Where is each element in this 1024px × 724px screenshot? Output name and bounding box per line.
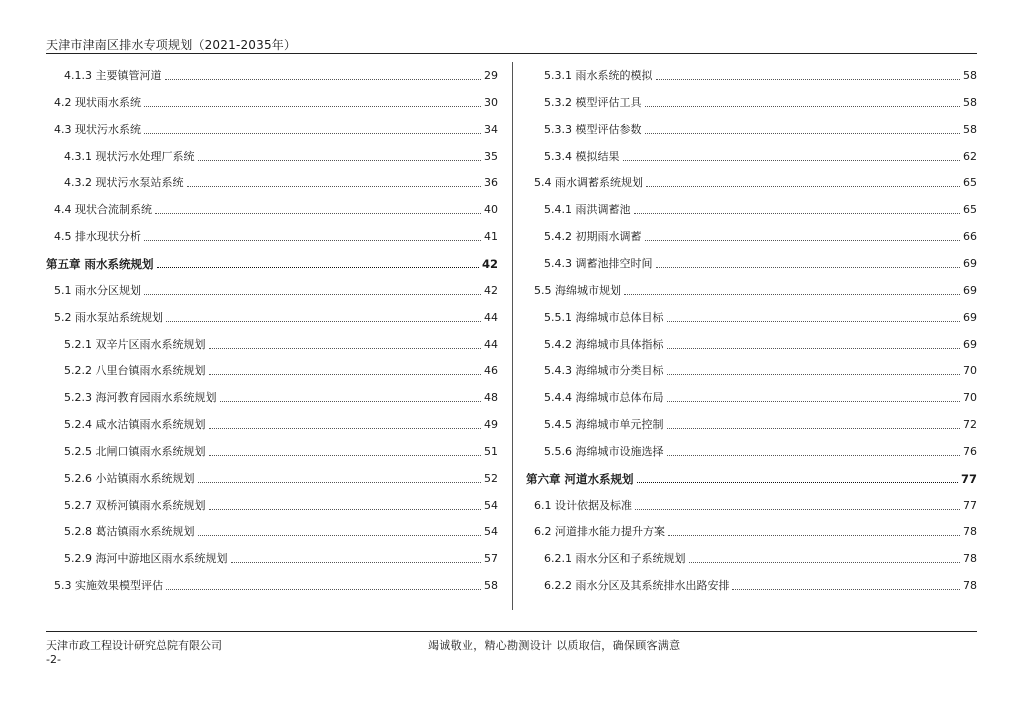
toc-entry[interactable] (46, 389, 498, 405)
toc-entry-label: 5.2.1 双辛片区雨水系统规划 (64, 337, 206, 351)
toc-dot-leader (144, 105, 481, 107)
toc-entry-label: 5.2.9 海河中游地区雨水系统规划 (64, 552, 228, 566)
toc-entry-page: 42 (484, 283, 498, 297)
toc-entry-page: 58 (963, 122, 977, 136)
toc-dot-leader (166, 320, 481, 322)
column-divider (512, 62, 513, 610)
toc-entry-page: 51 (484, 444, 498, 458)
footer-slogan: 竭诚敬业，精心勘测设计 以质取信，确保顾客满意 (428, 639, 681, 652)
toc-entry-label: 5.5 海绵城市规划 (534, 283, 621, 297)
toc-entry-page: 58 (963, 95, 977, 109)
toc-entry-page: 30 (484, 95, 498, 109)
toc-entry[interactable] (526, 121, 977, 137)
toc-entry-label: 第五章 雨水系统规划 (46, 256, 154, 271)
toc-entry-page: 41 (484, 230, 498, 244)
toc-dot-leader (209, 373, 482, 375)
toc-entry-page: 78 (963, 579, 977, 593)
toc-entry[interactable] (46, 470, 498, 486)
toc-dot-leader (144, 239, 481, 241)
toc-entry-page: 78 (963, 525, 977, 539)
toc-entry-label: 5.4.3 调蓄池排空时间 (544, 256, 653, 270)
document-header-title: 天津市津南区排水专项规划（2021-2035年） (46, 38, 297, 52)
toc-entry-page: 58 (963, 69, 977, 82)
toc-entry-label: 4.2 现状雨水系统 (54, 95, 141, 109)
toc-entry[interactable] (526, 174, 977, 190)
toc-dot-leader (667, 400, 961, 402)
toc-entry[interactable] (526, 416, 977, 432)
toc-entry[interactable] (46, 228, 498, 244)
toc-entry-label: 5.2.6 小站镇雨水系统规划 (64, 471, 195, 485)
toc-entry[interactable] (526, 282, 977, 298)
toc-entry-page: 48 (484, 391, 498, 405)
toc-dot-leader (667, 320, 961, 322)
toc-dot-leader (667, 427, 961, 429)
toc-entry-page: 77 (963, 498, 977, 512)
toc-entry-page: 69 (963, 283, 977, 297)
toc-dot-leader (220, 400, 482, 402)
toc-dot-leader (198, 481, 482, 483)
toc-entry[interactable] (526, 228, 977, 244)
toc-entry-page: 65 (963, 176, 977, 190)
footer-company: 天津市政工程设计研究总院有限公司 (46, 639, 222, 652)
toc-entry-label: 5.2.5 北闸口镇雨水系统规划 (64, 444, 206, 458)
toc-dot-leader (144, 132, 481, 134)
toc-entry-page: 70 (963, 391, 977, 405)
toc-entry-label: 5.3 实施效果模型评估 (54, 579, 163, 593)
toc-entry-label: 5.4.5 海绵城市单元控制 (544, 418, 664, 432)
footer-rule (46, 631, 977, 632)
toc-entry-label: 5.4 雨水调蓄系统规划 (534, 176, 643, 190)
toc-entry-label: 5.1 雨水分区规划 (54, 283, 141, 297)
toc-dot-leader (209, 427, 482, 429)
toc-dot-leader (155, 212, 481, 214)
header-rule (46, 53, 977, 54)
toc-entry[interactable] (46, 550, 498, 566)
toc-entry[interactable] (46, 121, 498, 137)
toc-entry[interactable] (46, 497, 498, 513)
toc-entry-page: 76 (963, 444, 977, 458)
toc-entry-label: 6.1 设计依据及标准 (534, 498, 632, 512)
toc-entry[interactable] (46, 67, 498, 83)
toc-entry[interactable] (526, 497, 977, 513)
toc-chapter-entry[interactable] (526, 470, 977, 486)
toc-entry[interactable] (526, 362, 977, 378)
footer-page-number: -2- (46, 653, 61, 666)
toc-dot-leader (623, 159, 961, 161)
toc-entry[interactable] (526, 148, 977, 164)
toc-entry[interactable] (526, 443, 977, 459)
toc-entry[interactable] (526, 255, 977, 271)
toc-dot-leader (656, 266, 961, 268)
toc-entry-page: 42 (481, 256, 498, 271)
toc-entry-page: 40 (484, 203, 498, 217)
toc-entry-page: 57 (484, 552, 498, 566)
toc-entry-label: 5.4.2 初期雨水调蓄 (544, 230, 642, 244)
toc-dot-leader (645, 132, 961, 134)
toc-dot-leader (667, 347, 961, 349)
toc-entry-page: 65 (963, 203, 977, 217)
toc-entry[interactable] (526, 309, 977, 325)
toc-dot-leader (198, 534, 482, 536)
toc-entry-label: 6.2.2 雨水分区及其系统排水出路安排 (544, 579, 730, 593)
toc-dot-leader (635, 508, 960, 510)
toc-entry-label: 5.2.7 双桥河镇雨水系统规划 (64, 498, 206, 512)
toc-entry-label: 4.1.3 主要镇管河道 (64, 69, 162, 82)
toc-entry-label: 第六章 河道水系规划 (526, 471, 634, 486)
toc-entry[interactable] (46, 201, 498, 217)
toc-dot-leader (637, 481, 958, 483)
toc-chapter-entry[interactable] (46, 255, 498, 271)
toc-entry-label: 5.3.2 模型评估工具 (544, 95, 642, 109)
toc-entry-label: 5.4.3 海绵城市分类目标 (544, 364, 664, 378)
toc-entry-label: 5.4.4 海绵城市总体布局 (544, 391, 664, 405)
toc-dot-leader (198, 159, 482, 161)
toc-dot-leader (166, 588, 481, 590)
toc-entry-page: 54 (484, 498, 498, 512)
toc-entry-page: 29 (484, 69, 498, 82)
toc-entry-page: 62 (963, 149, 977, 163)
toc-dot-leader (667, 454, 961, 456)
toc-dot-leader (645, 105, 961, 107)
toc-entry-label: 4.3 现状污水系统 (54, 122, 141, 136)
toc-entry-label: 5.4.1 雨洪调蓄池 (544, 203, 631, 217)
toc-entry-page: 46 (484, 364, 498, 378)
toc-entry-label: 6.2 河道排水能力提升方案 (534, 525, 665, 539)
toc-entry-label: 5.5.6 海绵城市设施选择 (544, 444, 664, 458)
toc-entry-page: 69 (963, 256, 977, 270)
toc-entry-page: 77 (960, 471, 977, 486)
toc-entry-label: 4.5 排水现状分析 (54, 230, 141, 244)
toc-entry[interactable] (46, 174, 498, 190)
toc-dot-leader (667, 373, 961, 375)
toc-entry-page: 78 (963, 552, 977, 566)
toc-entry-page: 49 (484, 418, 498, 432)
toc-dot-leader (209, 347, 482, 349)
toc-entry-label: 4.3.2 现状污水泵站系统 (64, 176, 184, 190)
toc-entry[interactable] (526, 94, 977, 110)
toc-entry-page: 44 (484, 337, 498, 351)
toc-dot-leader (656, 78, 961, 80)
toc-entry-label: 5.2.3 海河教育园雨水系统规划 (64, 391, 217, 405)
toc-entry-label: 4.4 现状合流制系统 (54, 203, 152, 217)
toc-dot-leader (732, 588, 960, 590)
toc-dot-leader (165, 78, 482, 80)
toc-entry-label: 5.2.4 咸水沽镇雨水系统规划 (64, 418, 206, 432)
toc-entry[interactable] (526, 523, 977, 539)
toc-dot-leader (689, 561, 961, 563)
toc-entry-label: 5.2 雨水泵站系统规划 (54, 310, 163, 324)
toc-entry[interactable] (46, 336, 498, 352)
toc-entry[interactable] (46, 148, 498, 164)
toc-entry-page: 54 (484, 525, 498, 539)
toc-entry[interactable] (526, 577, 977, 593)
toc-entry[interactable] (526, 201, 977, 217)
toc-entry-page: 69 (963, 337, 977, 351)
toc-dot-leader (187, 185, 482, 187)
toc-entry[interactable] (526, 389, 977, 405)
toc-entry[interactable] (526, 336, 977, 352)
toc-entry-label: 6.2.1 雨水分区和子系统规划 (544, 552, 686, 566)
toc-entry[interactable] (46, 362, 498, 378)
toc-entry-label: 5.4.2 海绵城市具体指标 (544, 337, 664, 351)
toc-entry-page: 44 (484, 310, 498, 324)
toc-entry-label: 5.2.2 八里台镇雨水系统规划 (64, 364, 206, 378)
toc-entry[interactable] (46, 282, 498, 298)
toc-dot-leader (624, 293, 960, 295)
toc-dot-leader (231, 561, 482, 563)
toc-entry[interactable] (46, 416, 498, 432)
toc-dot-leader (144, 293, 481, 295)
toc-entry-page: 36 (484, 176, 498, 190)
toc-entry-label: 5.3.3 模型评估参数 (544, 122, 642, 136)
toc-entry-label: 5.3.4 模拟结果 (544, 149, 620, 163)
toc-entry-page: 66 (963, 230, 977, 244)
toc-entry[interactable] (46, 309, 498, 325)
toc-entry-label: 5.5.1 海绵城市总体目标 (544, 310, 664, 324)
toc-entry-page: 58 (484, 579, 498, 593)
toc-dot-leader (157, 266, 479, 268)
toc-entry-page: 72 (963, 418, 977, 432)
toc-entry-page: 52 (484, 471, 498, 485)
toc-entry-label: 4.3.1 现状污水处理厂系统 (64, 149, 195, 163)
toc-entry-page: 69 (963, 310, 977, 324)
toc-entry-label: 5.2.8 葛沽镇雨水系统规划 (64, 525, 195, 539)
toc-entry-label: 5.3.1 雨水系统的模拟 (544, 69, 653, 82)
toc-dot-leader (634, 212, 961, 214)
toc-entry[interactable] (526, 67, 977, 83)
toc-entry[interactable] (46, 523, 498, 539)
toc-dot-leader (209, 508, 482, 510)
toc-entry-page: 34 (484, 122, 498, 136)
toc-entry[interactable] (526, 550, 977, 566)
toc-entry[interactable] (46, 577, 498, 593)
toc-entry-page: 70 (963, 364, 977, 378)
toc-dot-leader (668, 534, 960, 536)
toc-dot-leader (646, 185, 960, 187)
toc-dot-leader (645, 239, 961, 241)
toc-dot-leader (209, 454, 482, 456)
toc-entry-page: 35 (484, 149, 498, 163)
toc-entry[interactable] (46, 443, 498, 459)
toc-entry[interactable] (46, 94, 498, 110)
